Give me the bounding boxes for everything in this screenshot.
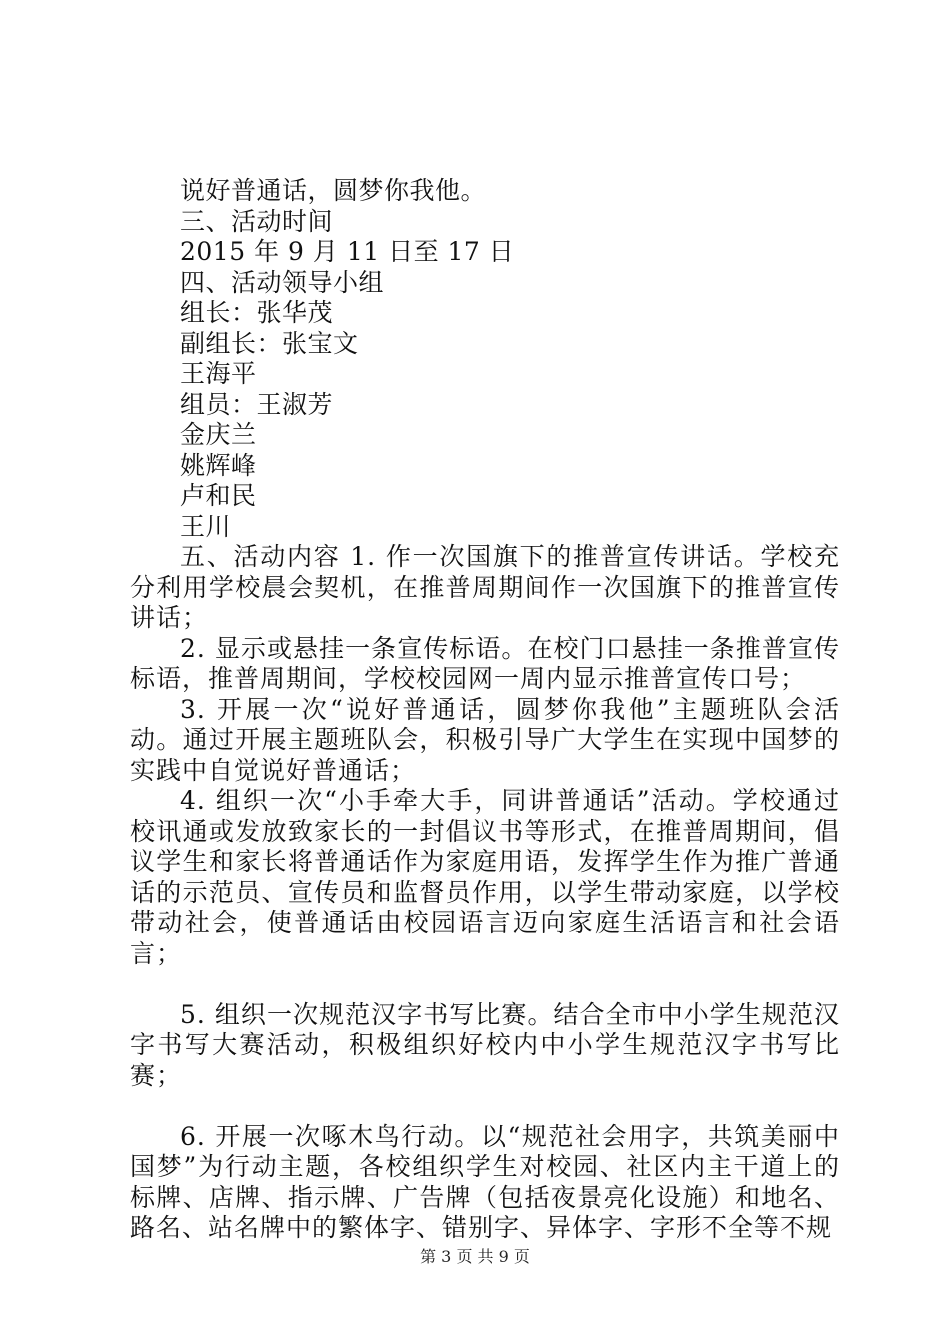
section-heading-time: 三、活动时间 [180, 206, 334, 236]
page-number-footer: 第 3 页 共 9 页 [420, 1247, 530, 1266]
member-name: 卢和民 [180, 481, 257, 510]
slogan-line: 说好普通话，圆梦你我他。 [180, 176, 487, 205]
leader-line: 组长：张华茂 [180, 298, 334, 327]
paragraph-content-item-1: 五、活动内容 1. 作一次国旗下的推普宣传讲话。学校充分利用学校晨会契机，在推普周期间作一次国旗下的推普宣传讲话； [130, 542, 840, 632]
member-name: 姚辉峰 [180, 450, 257, 480]
paragraph-gap [130, 969, 840, 1000]
paragraph-content-item-2: 2. 显示或悬挂一条宣传标语。在校门口悬挂一条推普宣传标语，推普周期间，学校校园网一周内显示推普宣传口号； [130, 633, 840, 693]
paragraph-content-item-3: 3. 开展一次“说好普通话，圆梦你我他”主题班队会活动。通过开展主题班队会，积极引导广大学生在实现中国梦的实践中自觉说好普通话； [130, 694, 840, 785]
paragraph-content-item-5: 5. 组织一次规范汉字书写比赛。结合全市中小学生规范汉字书写大赛活动，积极组织好校内中小学生规范汉字书写比赛； [130, 999, 840, 1090]
activity-dates: 2015 年 9 月 11 日至 17 日 [180, 237, 515, 266]
paragraph-content-item-4: 4. 组织一次“小手牵大手，同讲普通话”活动。学校通过校讯通或发放致家长的一封倡议书等形式，在推普周期间，倡议学生和家长将普通话作为家庭用语，发挥学生作为推广普通话的示范员、宣传员和监督员作用，以学生带动家庭，以学校带动社会，使普通话由校园语言迈向家庭生活语言和社会语言； [130, 786, 840, 968]
deputy-leader-name: 王海平 [180, 359, 257, 388]
section-heading-leadership: 四、活动领导小组 [180, 267, 385, 297]
paragraph-content-item-6: 6. 开展一次啄木鸟行动。以“规范社会用字，共筑美丽中国梦”为行动主题，各校组织学生对校园、社区内主干道上的标牌、店牌、指示牌、广告牌（包括夜景亮化设施）和地名、路名、站名牌中的繁体字、错别字、异体字、字形不全等不规 [130, 1121, 840, 1242]
deputy-leader-line: 副组长：张宝文 [180, 328, 359, 358]
member-name: 金庆兰 [180, 420, 257, 449]
document-body [130, 176, 840, 1244]
members-line: 组员：王淑芳 [180, 389, 334, 419]
member-name: 王川 [180, 511, 232, 541]
paragraph-gap [130, 1091, 840, 1122]
